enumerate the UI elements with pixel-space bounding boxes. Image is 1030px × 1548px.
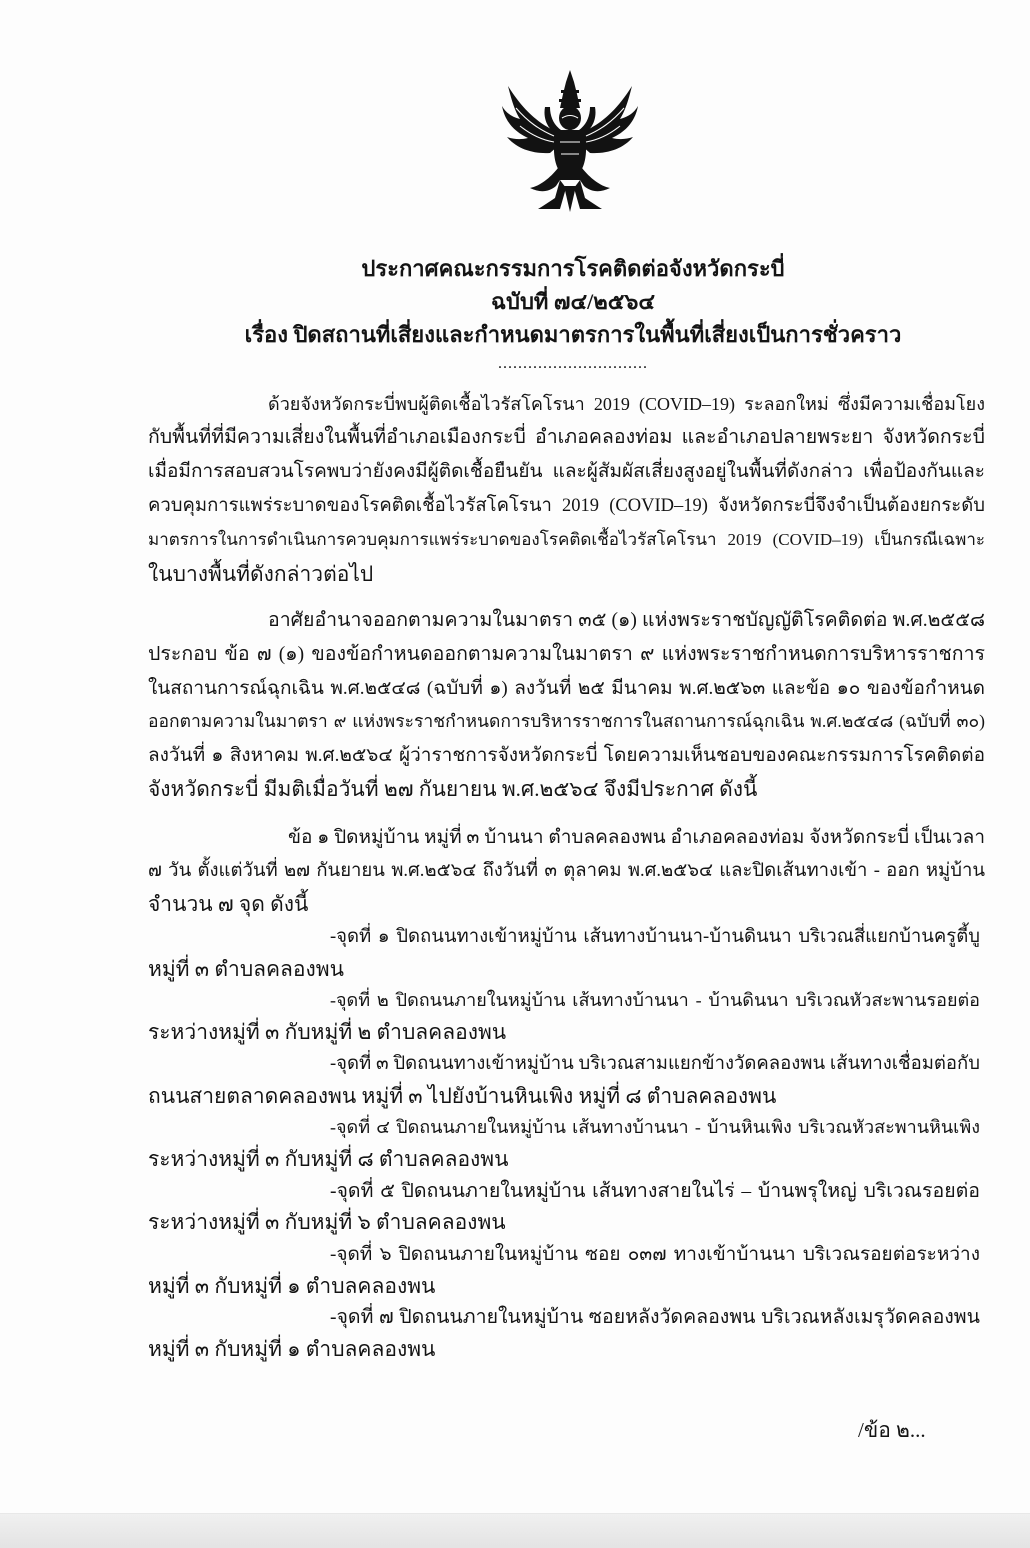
- announcement-number: ฉบับที่ ๗๔/๒๕๖๔: [491, 289, 655, 314]
- closure-point-line: -จุดที่ ๔ ปิดถนนภายในหมู่บ้าน เส้นทางบ้านนา - บ้านหินเพิง บริเวณหัวสะพานหินเพิง: [330, 1117, 980, 1138]
- header-divider: ..............................: [498, 355, 648, 372]
- announcement-subject: เรื่อง ปิดสถานที่เสี่ยงและกำหนดมาตรการในพื้นที่เสี่ยงเป็นการชั่วคราว: [244, 322, 902, 347]
- garuda-emblem: [500, 68, 640, 213]
- intro-line: มาตรการในการดำเนินการควบคุมการแพร่ระบาดของโรคติดเชื้อไวรัสโคโรนา 2019 (COVID–19) เป็นกรณีเฉพาะ: [148, 530, 985, 549]
- closure-point-line: ถนนสายตลาดคลองพน หมู่ที่ ๓ ไปยังบ้านหินเพิง หมู่ที่ ๘ ตำบลคลองพน: [148, 1083, 777, 1108]
- closure-point-line: -จุดที่ ๕ ปิดถนนภายในหมู่บ้าน เส้นทางสายในไร่ – บ้านพรุใหญ่ บริเวณรอยต่อ: [330, 1180, 980, 1202]
- closure-point-line: -จุดที่ ๓ ปิดถนนทางเข้าหมู่บ้าน บริเวณสามแยกข้างวัดคลองพน เส้นทางเชื่อมต่อกับ: [330, 1053, 980, 1074]
- closure-point-line: -จุดที่ ๑ ปิดถนนทางเข้าหมู่บ้าน เส้นทางบ้านนา-บ้านดินนา บริเวณสี่แยกบ้านครูตี้บู: [330, 927, 980, 947]
- intro-line: กับพื้นที่ที่มีความเสี่ยงในพื้นที่อำเภอเมืองกระบี่ อำเภอคลองท่อม และอำเภอปลายพระยา จังหวัดกระบี่: [148, 427, 985, 448]
- authority-line: ลงวันที่ ๑ สิงหาคม พ.ศ.๒๕๖๔ ผู้ว่าราชการจังหวัดกระบี่ โดยความเห็นชอบของคณะกรรมการโรคติดต่อ: [148, 745, 985, 767]
- closure-point-line: -จุดที่ ๒ ปิดถนนภายในหมู่บ้าน เส้นทางบ้านนา - บ้านดินนา บริเวณหัวสะพานรอยต่อ: [330, 990, 980, 1011]
- announcement-title: ประกาศคณะกรรมการโรคติดต่อจังหวัดกระบี่: [361, 256, 785, 281]
- closure-point: [148, 1239, 985, 1302]
- closure-point-line: หมู่ที่ ๓ ตำบลคลองพน: [148, 956, 344, 981]
- closure-point-line: ระหว่างหมู่ที่ ๓ กับหมู่ที่ ๖ ตำบลคลองพน: [148, 1210, 506, 1235]
- clause-line: จำนวน ๗ จุด ดังนี้: [148, 892, 309, 916]
- intro-line: ด้วยจังหวัดกระบี่พบผู้ติดเชื้อไวรัสโคโรนา 2019 (COVID–19) ระลอกใหม่ ซึ่งมีความเชื่อมโยง: [268, 394, 985, 414]
- continued-marker: /ข้อ ๒...: [858, 1418, 926, 1442]
- intro-line: เมื่อมีการสอบสวนโรคพบว่ายังคงมีผู้ติดเชื้อยืนยัน และผู้สัมผัสเสี่ยงสูงอยู่ในพื้นที่ดังกล่าว เพื่อป้องกันและ: [148, 461, 985, 482]
- authority-line: ออกตามความในมาตรา ๙ แห่งพระราชกำหนดการบริหารราชการในสถานการณ์ฉุกเฉิน พ.ศ.๒๕๔๘ (ฉบับที่ ๓๐): [148, 711, 985, 732]
- closure-point: [148, 1049, 985, 1112]
- closure-point: [148, 1302, 985, 1365]
- authority-line: อาศัยอำนาจออกตามความในมาตรา ๓๕ (๑) แห่งพระราชบัญญัติโรคติดต่อ พ.ศ.๒๕๕๘: [268, 610, 985, 631]
- closure-point-line: ระหว่างหมู่ที่ ๓ กับหมู่ที่ ๒ ตำบลคลองพน: [148, 1020, 507, 1045]
- closure-point-line: -จุดที่ ๖ ปิดถนนภายในหมู่บ้าน ซอย ๐๓๗ ทางเข้าบ้านนา บริเวณรอยต่อระหว่าง: [330, 1244, 980, 1266]
- clause-line: ข้อ ๑ ปิดหมู่บ้าน หมู่ที่ ๓ บ้านนา ตำบลคลองพน อำเภอคลองท่อม จังหวัดกระบี่ เป็นเวลา: [288, 827, 985, 848]
- closure-point: [148, 1112, 985, 1175]
- authority-paragraph: [148, 604, 985, 807]
- closure-point: [148, 985, 985, 1048]
- closure-point-line: ระหว่างหมู่ที่ ๓ กับหมู่ที่ ๘ ตำบลคลองพน: [148, 1146, 509, 1171]
- intro-line: ควบคุมการแพร่ระบาดของโรคติดเชื้อไวรัสโคโรนา 2019 (COVID–19) จังหวัดกระบี่จึงจำเป็นต้องยกระดับ: [148, 496, 985, 516]
- clause-1-paragraph: [148, 821, 985, 922]
- closure-points-list: [148, 922, 985, 1366]
- clause-line: ๗ วัน ตั้งแต่วันที่ ๒๗ กันยายน พ.ศ.๒๕๖๔ ถึงวันที่ ๓ ตุลาคม พ.ศ.๒๕๖๔ และปิดเส้นทางเข้า - ออก หมู่บ้าน: [148, 860, 985, 881]
- closure-point: [148, 922, 985, 985]
- scan-bottom-edge: [0, 1513, 1030, 1548]
- closure-point-line: หมู่ที่ ๓ กับหมู่ที่ ๑ ตำบลคลองพน: [148, 1337, 436, 1362]
- closure-point-line: หมู่ที่ ๓ กับหมู่ที่ ๑ ตำบลคลองพน: [148, 1273, 436, 1298]
- authority-line: ประกอบ ข้อ ๗ (๑) ของข้อกำหนดออกตามความในมาตรา ๙ แห่งพระราชกำหนดการบริหารราชการ: [148, 643, 985, 665]
- announcement-header: [148, 252, 998, 377]
- closure-point: [148, 1176, 985, 1239]
- closure-point-line: -จุดที่ ๗ ปิดถนนภายในหมู่บ้าน ซอยหลังวัดคลองพน บริเวณหลังเมรุวัดคลองพน: [330, 1307, 980, 1329]
- intro-line: ในบางพื้นที่ดังกล่าวต่อไป: [148, 562, 374, 586]
- intro-paragraph: [148, 387, 985, 591]
- authority-line: ในสถานการณ์ฉุกเฉิน พ.ศ.๒๕๔๘ (ฉบับที่ ๑) ลงวันที่ ๒๕ มีนาคม พ.ศ.๒๕๖๓ และข้อ ๑๐ ของข้อกำหนด: [148, 677, 985, 699]
- authority-line: จังหวัดกระบี่ มีมติเมื่อวันที่ ๒๗ กันยายน พ.ศ.๒๕๖๔ จึงมีประกาศ ดังนี้: [148, 776, 758, 801]
